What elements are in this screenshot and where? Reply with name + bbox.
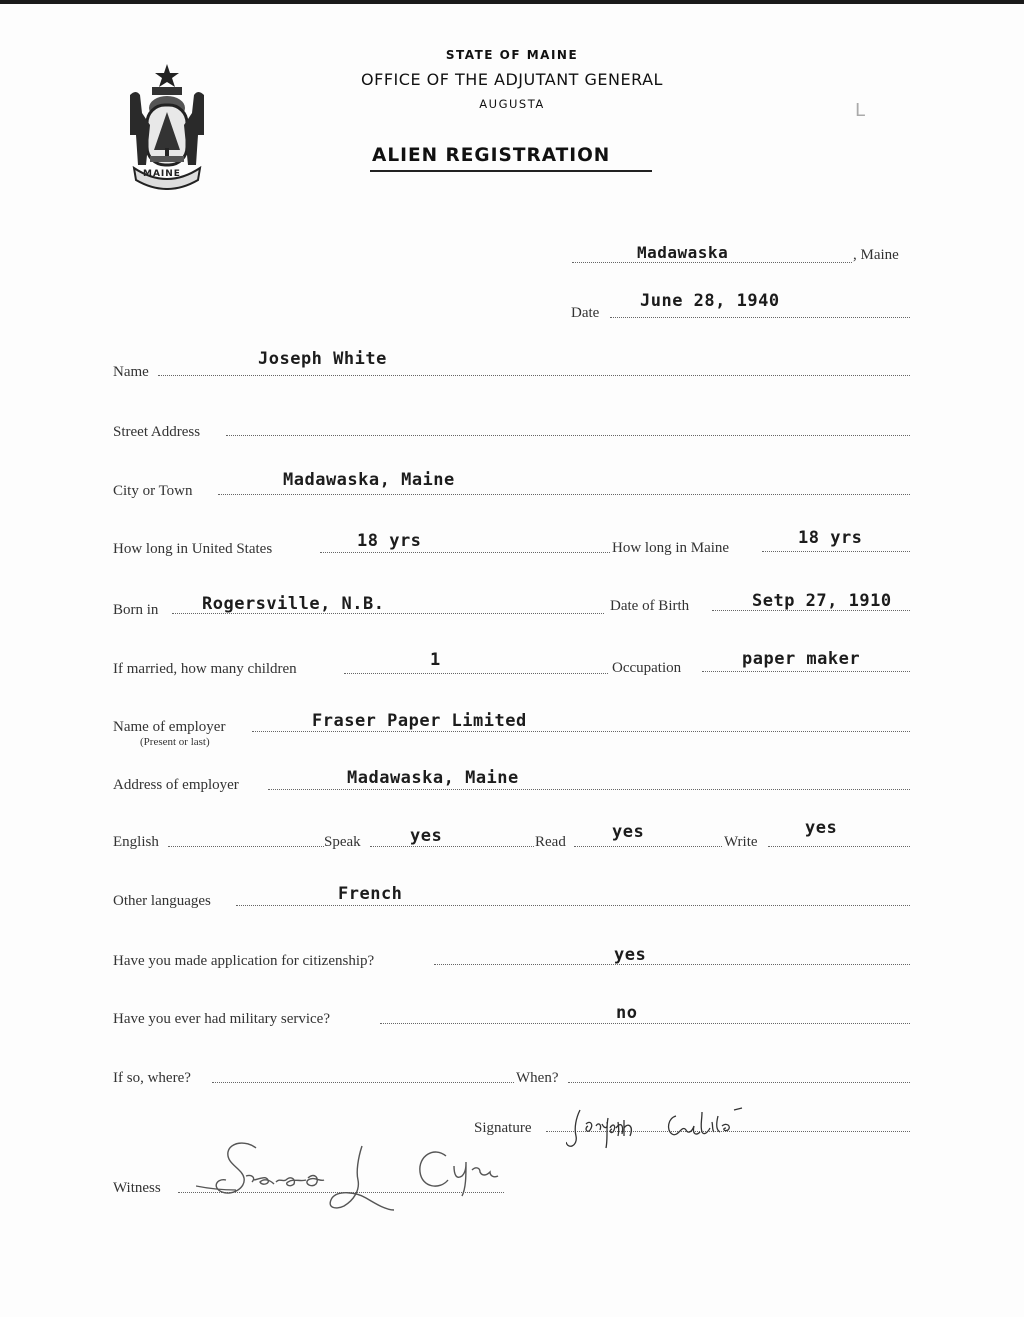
born-label: Born in xyxy=(113,602,159,618)
header-state: STATE OF MAINE xyxy=(445,48,579,62)
title-underline xyxy=(370,170,652,172)
us-duration-value: 18 yrs xyxy=(357,531,422,551)
where-line xyxy=(212,1082,514,1083)
english-label: English xyxy=(113,834,159,850)
read-label: Read xyxy=(535,834,566,850)
maine-duration-line xyxy=(762,551,910,552)
applicant-signature xyxy=(566,1106,776,1154)
when-line xyxy=(568,1082,910,1083)
header-office: OFFICE OF THE ADJUTANT GENERAL xyxy=(361,70,663,89)
other-languages-line xyxy=(236,905,910,906)
other-languages-label: Other languages xyxy=(113,893,211,909)
us-duration-line xyxy=(320,552,610,553)
city-line xyxy=(218,494,910,495)
employer-line xyxy=(252,731,910,732)
write-value: yes xyxy=(805,818,838,838)
witness-signature xyxy=(196,1136,516,1224)
margin-mark: L xyxy=(855,100,866,121)
maine-duration-label: How long in Maine xyxy=(612,540,730,556)
name-value: Joseph White xyxy=(258,349,387,369)
children-value: 1 xyxy=(430,650,441,670)
employer-sublabel: (Present or last) xyxy=(140,736,210,748)
other-languages-value: French xyxy=(338,884,403,904)
military-value: no xyxy=(616,1003,638,1023)
children-label: If married, how many children xyxy=(113,661,297,677)
maine-duration-value: 18 yrs xyxy=(798,528,863,548)
speak-line xyxy=(370,846,534,847)
date-label: Date xyxy=(571,305,600,321)
employer-value: Fraser Paper Limited xyxy=(312,711,527,731)
employer-address-label: Address of employer xyxy=(113,777,239,793)
scan-top-border xyxy=(0,0,1024,4)
citizenship-line xyxy=(434,964,910,965)
speak-value: yes xyxy=(410,826,443,846)
read-line xyxy=(574,846,722,847)
city-value: Madawaska, Maine xyxy=(283,470,455,490)
employer-address-line xyxy=(268,789,910,790)
date-value: June 28, 1940 xyxy=(640,291,780,311)
dob-value: Setp 27, 1910 xyxy=(752,591,892,611)
children-line xyxy=(344,673,608,674)
military-line xyxy=(380,1023,910,1024)
write-line xyxy=(768,846,910,847)
dob-label: Date of Birth xyxy=(610,598,690,614)
employer-label: Name of employer xyxy=(113,719,226,735)
english-line xyxy=(168,846,324,847)
place-suffix: , Maine xyxy=(853,247,899,263)
witness-label: Witness xyxy=(113,1180,161,1196)
military-label: Have you ever had military service? xyxy=(113,1011,330,1027)
speak-label: Speak xyxy=(324,834,361,850)
city-label: City or Town xyxy=(113,483,193,499)
occupation-value: paper maker xyxy=(742,649,861,669)
read-value: yes xyxy=(612,822,645,842)
seal-banner-text: MAINE xyxy=(143,169,181,179)
place-line xyxy=(572,262,852,263)
street-label: Street Address xyxy=(113,424,201,440)
name-line xyxy=(158,375,910,376)
when-label: When? xyxy=(516,1070,559,1086)
occupation-label: Occupation xyxy=(612,660,682,676)
header-city: AUGUSTA xyxy=(479,97,545,111)
place-value: Madawaska xyxy=(637,243,729,262)
signature-label: Signature xyxy=(474,1120,532,1136)
born-value: Rogersville, N.B. xyxy=(202,594,385,614)
occupation-line xyxy=(702,671,910,672)
where-label: If so, where? xyxy=(113,1070,191,1086)
date-line xyxy=(610,317,910,318)
us-duration-label: How long in United States xyxy=(113,541,273,557)
citizenship-value: yes xyxy=(614,945,647,965)
citizenship-label: Have you made application for citizenship? xyxy=(113,953,375,969)
street-line xyxy=(226,435,910,436)
form-title: ALIEN REGISTRATION xyxy=(372,145,611,166)
employer-address-value: Madawaska, Maine xyxy=(347,768,519,788)
write-label: Write xyxy=(724,834,758,850)
name-label: Name xyxy=(113,364,149,380)
